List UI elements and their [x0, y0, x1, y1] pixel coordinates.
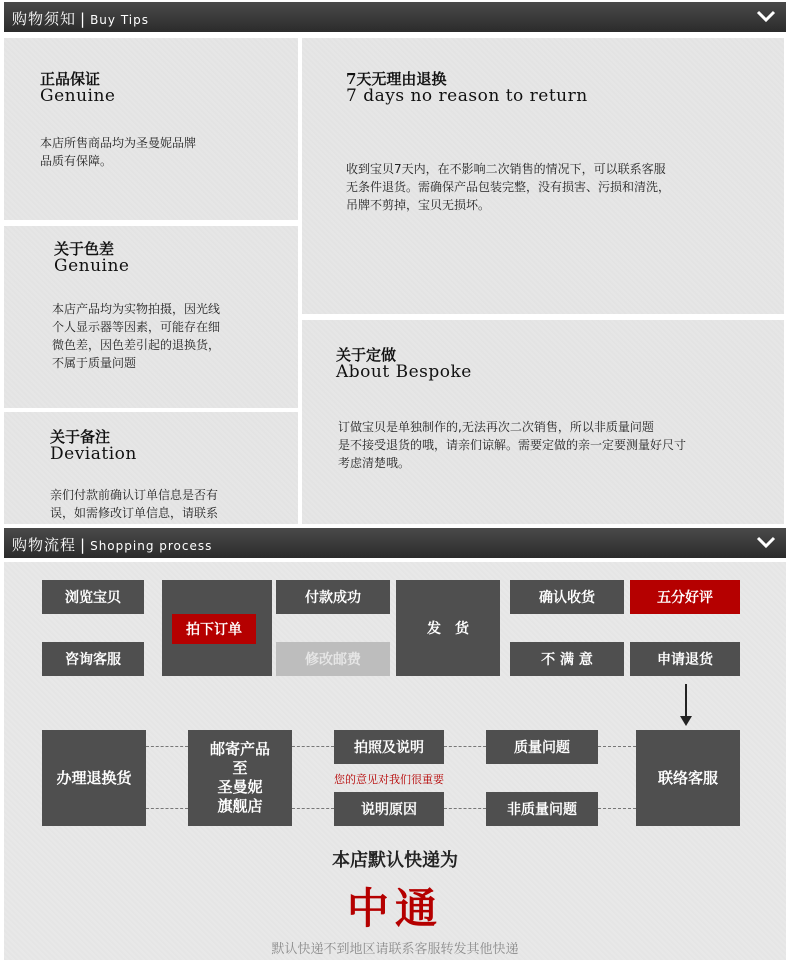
chevron-down-icon[interactable] — [756, 533, 776, 553]
panel-genuine — [4, 38, 298, 220]
step-mail-product: 邮寄产品 至 圣曼妮 旗舰店 — [188, 730, 292, 826]
panel-body: 本店所售商品均为圣曼妮品牌 品质有保障。 — [40, 136, 197, 168]
arrow-down-icon — [676, 684, 696, 728]
step-apply-return: 申请退货 — [630, 642, 740, 676]
connector — [146, 746, 188, 747]
connector — [146, 808, 188, 809]
step-confirm-receipt: 确认收货 — [510, 580, 624, 614]
connector — [292, 808, 334, 809]
panel-title-en: Genuine — [54, 256, 130, 276]
step-five-star-review: 五分好评 — [630, 580, 740, 614]
chevron-down-icon[interactable] — [756, 7, 776, 27]
step-photo-explain: 拍照及说明 — [334, 730, 444, 764]
step-browse: 浏览宝贝 — [42, 580, 144, 614]
shopping-process-diagram — [4, 562, 786, 960]
connector — [598, 746, 636, 747]
courier-brand: 中通 — [346, 884, 443, 933]
panel-title-en: About Bespoke — [336, 362, 472, 382]
step-consult: 咨询客服 — [42, 642, 144, 676]
buy-tips-header — [4, 2, 786, 32]
step-unsatisfied: 不 满 意 — [510, 642, 624, 676]
step-handle-return: 办理退换货 — [42, 730, 146, 826]
connector — [292, 746, 334, 747]
panel-title-zh: 关于备注 — [50, 428, 111, 446]
step-contact-service: 联络客服 — [636, 730, 740, 826]
step-explain-reason: 说明原因 — [334, 792, 444, 826]
shopping-process-header — [4, 528, 786, 558]
connector — [598, 808, 636, 809]
step-modify-postage: 修改邮费 — [276, 642, 390, 676]
connector — [444, 808, 486, 809]
panel-remarks — [4, 412, 298, 524]
panel-title-zh: 关于色差 — [54, 240, 115, 258]
panel-body: 订做宝贝是单独制作的,无法再次二次销售，所以非质量问题 是不接受退货的哦，请亲们谅解。需要定做的亲一定要测量好尺寸 考虑清楚哦。 — [338, 420, 687, 470]
panel-body: 亲们付款前确认订单信息是否有 误，如需修改订单信息，请联系 — [50, 488, 219, 520]
courier-footer-note: 默认快递不到地区请联系客服转发其他快递 — [271, 942, 519, 957]
panel-title-en: 7 days no reason to return — [346, 86, 588, 106]
panel-body: 本店产品均为实物拍摄，因光线 个人显示器等因素，可能存在细 微色差，因色差引起的退换货， 不属于质量问题 — [52, 302, 221, 370]
step-order: 拍下订单 — [172, 614, 256, 644]
panel-title-en: Genuine — [40, 86, 116, 106]
panel-7-days-return — [302, 38, 784, 314]
panel-title-en: Deviation — [50, 444, 137, 464]
step-pay: 付款成功 — [276, 580, 390, 614]
panel-title-zh: 关于定做 — [336, 346, 397, 364]
buy-tips-title: 购物须知 | Buy Tips — [12, 10, 149, 28]
step-quality-issue: 质量问题 — [486, 730, 598, 764]
connector — [444, 746, 486, 747]
step-non-quality-issue: 非质量问题 — [486, 792, 598, 826]
step-ship: 发 货 — [396, 580, 500, 676]
panel-body: 收到宝贝7天内，在不影响二次销售的情况下，可以联系客服 无条件退货。需确保产品包装完整，没有损害、污损和清洗， 吊牌不剪掉，宝贝无损坏。 — [346, 162, 671, 212]
shopping-process-title: 购物流程 | Shopping process — [12, 536, 213, 554]
panel-title-zh: 正品保证 — [40, 70, 101, 88]
panel-bespoke — [302, 320, 784, 524]
panel-title-zh: 7天无理由退换 — [346, 70, 447, 88]
default-courier-title: 本店默认快递为 — [332, 850, 458, 871]
feedback-note: 您的意见对我们很重要 — [334, 773, 444, 786]
panel-color-difference — [4, 226, 298, 408]
